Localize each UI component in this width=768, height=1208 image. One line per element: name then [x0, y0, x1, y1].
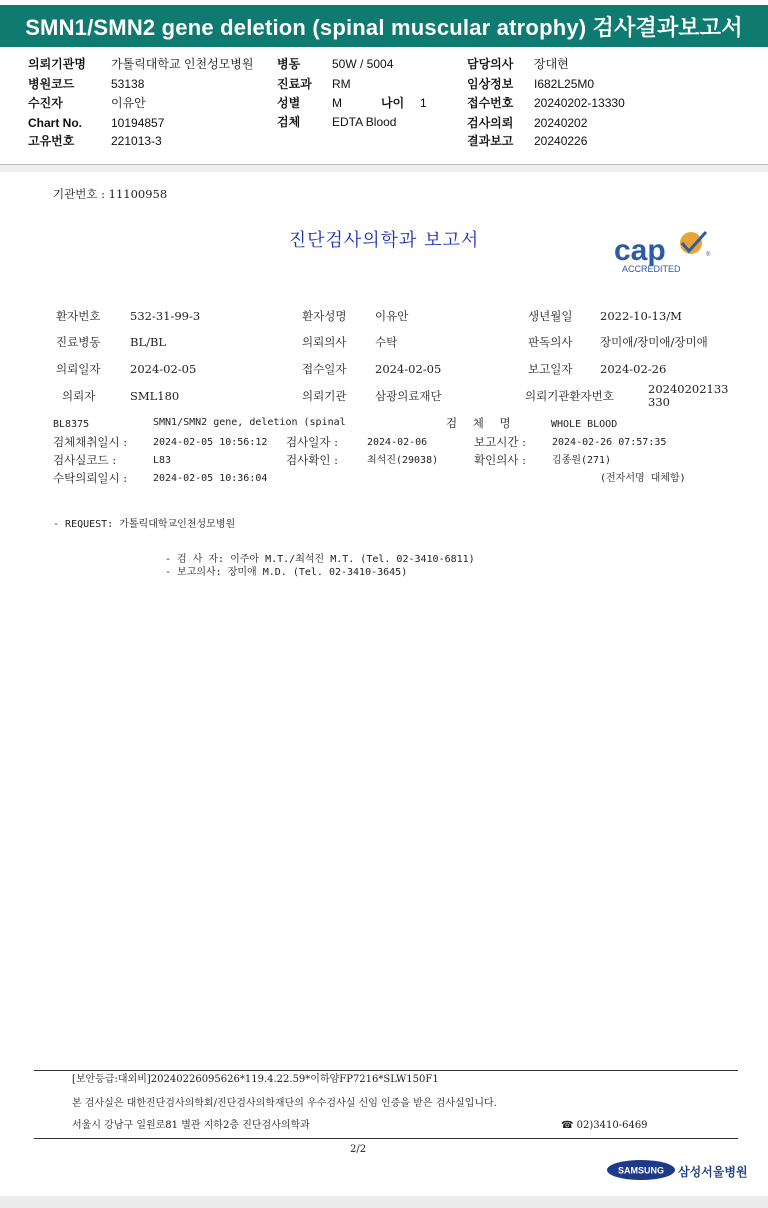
value-specimen-name: WHOLE BLOOD: [551, 419, 618, 430]
address-line: 서울시 강남구 일원로81 별관 지하2층 진단검사의학과: [72, 1120, 310, 1131]
label-test-request: 검사의뢰: [467, 116, 514, 130]
value-birth-date: 2022-10-13/M: [600, 309, 682, 323]
value-requesting-org: 삼광의료재단: [375, 389, 442, 403]
value-result-report: 20240226: [534, 134, 588, 148]
value-hospital-code: 53138: [111, 77, 145, 91]
label-requesting-institution: 의뢰기관명: [28, 57, 86, 71]
institution-number: 기관번호 : 11100958: [53, 187, 168, 201]
samsung-logo: [606, 1159, 676, 1181]
value-accession-no: 20240202-13330: [534, 96, 625, 110]
cap-logo-icon: [614, 230, 714, 276]
electronic-signature-note: (전자서명 대체함): [600, 473, 686, 484]
value-requesting-doctor: 수탁: [375, 335, 398, 349]
cap-accredited-logo: [614, 230, 714, 276]
label-unique-no: 고유번호: [28, 134, 75, 148]
page-number: 2/2: [350, 1144, 367, 1155]
label-request-date: 의뢰일자: [56, 362, 101, 376]
value-reading-doctor: 장미애/장미애/장미애: [600, 335, 708, 349]
reporter-line: - 보고의사: 장미애 M.D. (Tel. 02-3410-3645): [165, 567, 408, 578]
security-line: [보안등급:대외비]20240226095626*119.4.22.59*이하얌FP7216*SLW150F1: [72, 1074, 439, 1085]
value-age: 1: [420, 96, 427, 110]
label-birth-date: 생년월일: [528, 309, 573, 323]
value-org-patient-no: 20240202133330: [648, 382, 729, 409]
tester-line: - 검 사 자: 이주아 M.T./최석진 M.T. (Tel. 02-3410-6811): [165, 554, 475, 565]
bottom-band: [0, 1196, 768, 1208]
label-requesting-org: 의뢰기관: [302, 389, 347, 403]
value-requester: SML180: [130, 389, 180, 403]
value-patient-name: 이유안: [375, 309, 409, 323]
cap-accredited-text: ACCREDITED: [622, 264, 681, 274]
label-chart-no: Chart No.: [28, 116, 82, 130]
label-age: 나이: [381, 96, 405, 110]
hospital-name: 삼성서울병원: [678, 1165, 748, 1179]
value-collection-time: 2024-02-05 10:56:12: [153, 437, 268, 448]
value-request-date: 2024-02-05: [130, 362, 197, 376]
footer-bottom-rule: [34, 1138, 738, 1139]
department-report-title: 진단검사의학과 보고서: [288, 230, 480, 251]
test-code: BL8375: [53, 419, 90, 430]
value-patient-number: 532-31-99-3: [130, 309, 201, 323]
value-test-request: 20240202: [534, 116, 588, 130]
value-patient: 이유안: [111, 96, 146, 110]
label-accession-no: 접수번호: [467, 96, 514, 110]
label-patient: 수진자: [28, 96, 63, 110]
value-sex: M: [332, 96, 342, 110]
certification-line: 본 검사실은 대한진단검사의학회/진단검사의학재단의 우수검사실 신임 인증을 받은 검사실입니다.: [72, 1098, 497, 1109]
label-received-time: 수탁의뢰일시 :: [53, 471, 128, 485]
label-confirm-doctor: 확인의사 :: [474, 453, 526, 467]
value-attending-doctor: 장대현: [534, 57, 569, 71]
label-specimen-name: 검 체 명: [446, 416, 517, 430]
label-patient-name: 환자성명: [302, 309, 347, 323]
value-received-time: 2024-02-05 10:36:04: [153, 473, 268, 484]
value-department: RM: [332, 77, 351, 91]
value-chart-no: 10194857: [111, 116, 165, 130]
label-specimen: 검체: [277, 115, 301, 129]
header-shade: [0, 165, 768, 172]
value-ward-code: BL/BL: [130, 335, 167, 349]
value-requesting-institution: 가톨릭대학교 인천성모병원: [111, 57, 254, 71]
label-sex: 성별: [277, 96, 301, 110]
label-result-report: 결과보고: [467, 134, 514, 148]
value-confirm-doctor: 김종원(271): [552, 455, 612, 466]
cap-logo-text: cap: [614, 234, 666, 267]
label-report-date: 보고일자: [528, 362, 573, 376]
label-reading-doctor: 판독의사: [528, 335, 573, 349]
request-line: - REQUEST: 가톨릭대학교인천성모병원: [53, 519, 236, 530]
label-clinical-info: 임상정보: [467, 77, 514, 91]
label-requesting-doctor: 의뢰의사: [302, 335, 347, 349]
label-org-patient-no: 의뢰기관환자번호: [525, 389, 614, 403]
label-lab-code: 검사실코드 :: [53, 453, 117, 467]
label-hospital-code: 병원코드: [28, 77, 75, 91]
label-report-time: 보고시간 :: [474, 435, 526, 449]
label-test-check: 검사확인 :: [286, 453, 338, 467]
label-ward-code: 진료병동: [56, 335, 101, 349]
value-report-date: 2024-02-26: [600, 362, 667, 376]
label-requester: 의뢰자: [62, 389, 96, 403]
label-collection-time: 검체채취일시 :: [53, 435, 128, 449]
label-patient-number: 환자번호: [56, 309, 101, 323]
label-ward: 병동: [277, 57, 301, 71]
value-specimen: EDTA Blood: [332, 115, 397, 129]
report-title: SMN1/SMN2 gene deletion (spinal muscular atrophy) 검사결과보고서: [0, 5, 768, 47]
footer-top-rule: [34, 1070, 738, 1071]
value-receipt-date: 2024-02-05: [375, 362, 442, 376]
label-test-date: 검사일자 :: [286, 435, 338, 449]
label-attending-doctor: 담당의사: [467, 57, 514, 71]
value-report-time: 2024-02-26 07:57:35: [552, 437, 667, 448]
test-name: SMN1/SMN2 gene, deletion (spinal: [153, 417, 346, 428]
phone-line: ☎ 02)3410-6469: [561, 1120, 648, 1131]
label-receipt-date: 접수일자: [302, 362, 347, 376]
label-department: 진료과: [277, 77, 312, 91]
value-clinical-info: I682L25M0: [534, 77, 595, 91]
value-test-check: 최석진(29038): [367, 455, 439, 466]
value-unique-no: 221013-3: [111, 134, 162, 148]
value-lab-code: L83: [153, 455, 172, 466]
samsung-logo-icon: [606, 1159, 676, 1181]
value-test-date: 2024-02-06: [367, 437, 428, 448]
samsung-logo-text: SAMSUNG: [617, 1165, 665, 1176]
cap-tm-mark: ®: [706, 252, 711, 258]
value-ward: 50W / 5004: [332, 57, 394, 71]
